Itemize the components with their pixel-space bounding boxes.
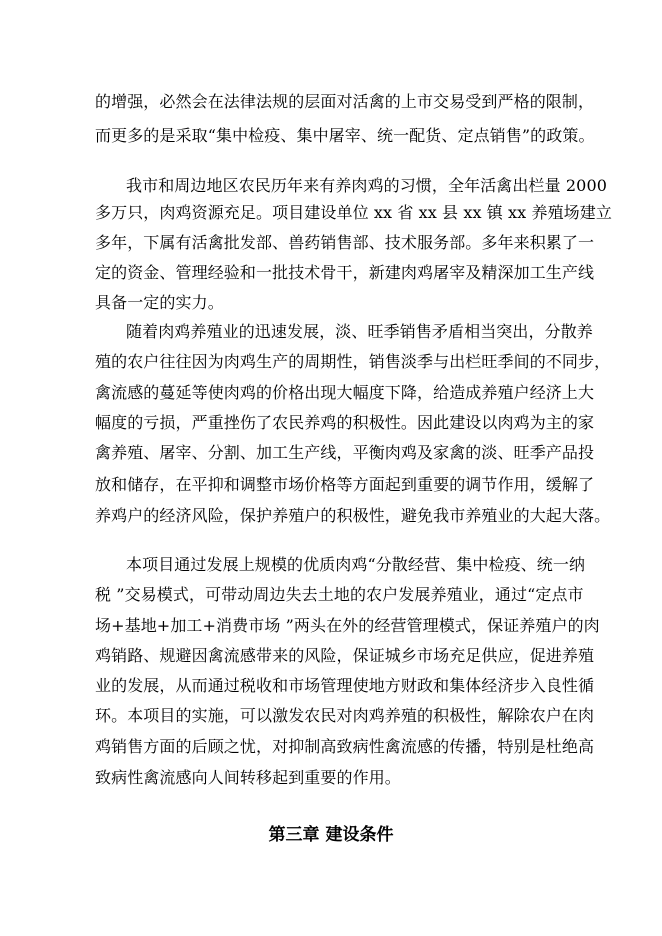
paragraph-line: 我市和周边地区农民历年来有养肉鸡的习惯，全年活禽出栏量 2000 — [126, 176, 608, 195]
paragraph-line: 幅度的亏损，严重挫伤了农民养鸡的积极性。因此建设以肉鸡为主的家 — [95, 413, 595, 432]
paragraph-line: 放和储存，在平抑和调整市场价格等方面起到重要的调节作用，缓解了 — [95, 475, 595, 494]
paragraph-line: 税 ”交易模式，可带动周边失去土地的农户发展养殖业，通过“定点市 — [95, 585, 584, 604]
paragraph-line: 本项目通过发展上规模的优质肉鸡“分散经营、集中检疫、统一纳 — [126, 555, 586, 574]
chapter-heading: 第三章 建设条件 — [268, 825, 394, 845]
paragraph-line: 场+基地+加工+消费市场 ”两头在外的经营管理模式，保证养殖户的肉 — [95, 616, 600, 635]
paragraph-line: 多万只，肉鸡资源充足。项目建设单位 xx 省 xx 县 xx 镇 xx 养殖场建立 — [95, 203, 612, 222]
paragraph-line: 鸡销售方面的后顾之忧，对抑制高致病性禽流感的传播，特别是杜绝高 — [95, 737, 595, 756]
paragraph-line: 养鸡户的经济风险，保护养殖户的积极性，避免我市养殖业的大起大落。 — [95, 506, 611, 525]
paragraph-line: 具备一定的实力。 — [95, 293, 224, 312]
paragraph-line: 定的资金、管理经验和一批技术骨干，新建肉鸡屠宰及精深加工生产线 — [95, 263, 595, 282]
paragraph-line: 殖的农户往往因为肉鸡生产的周期性，销售淡季与出栏旺季间的不同步， — [95, 352, 611, 371]
paragraph-line: 的增强，必然会在法律法规的层面对活禽的上市交易受到严格的限制， — [95, 92, 595, 111]
paragraph-line: 鸡销路、规避因禽流感带来的风险，保证城乡市场充足供应，促进养殖 — [95, 646, 595, 665]
paragraph-line: 多年，下属有活禽批发部、兽药销售部、技术服务部。多年来积累了一 — [95, 233, 595, 252]
paragraph-line: 而更多的是采取“集中检疫、集中屠宰、统一配货、定点销售”的政策。 — [95, 126, 595, 145]
paragraph-line: 禽养殖、屠宰、分割、加工生产线，平衡肉鸡及家禽的淡、旺季产品投 — [95, 443, 595, 462]
paragraph-line: 业的发展，从而通过税收和市场管理使地方财政和集体经济步入良性循 — [95, 676, 595, 695]
paragraph-line: 环。本项目的实施，可以激发农民对肉鸡养殖的积极性，解除农户在肉 — [95, 706, 595, 725]
paragraph-line: 随着肉鸡养殖业的迅速发展，淡、旺季销售矛盾相当突出，分散养 — [126, 322, 593, 341]
paragraph-line: 禽流感的蔓延等使肉鸡的价格出现大幅度下降，给造成养殖户经济上大 — [95, 383, 595, 402]
paragraph-line: 致病性禽流感向人间转移起到重要的作用。 — [95, 768, 401, 787]
